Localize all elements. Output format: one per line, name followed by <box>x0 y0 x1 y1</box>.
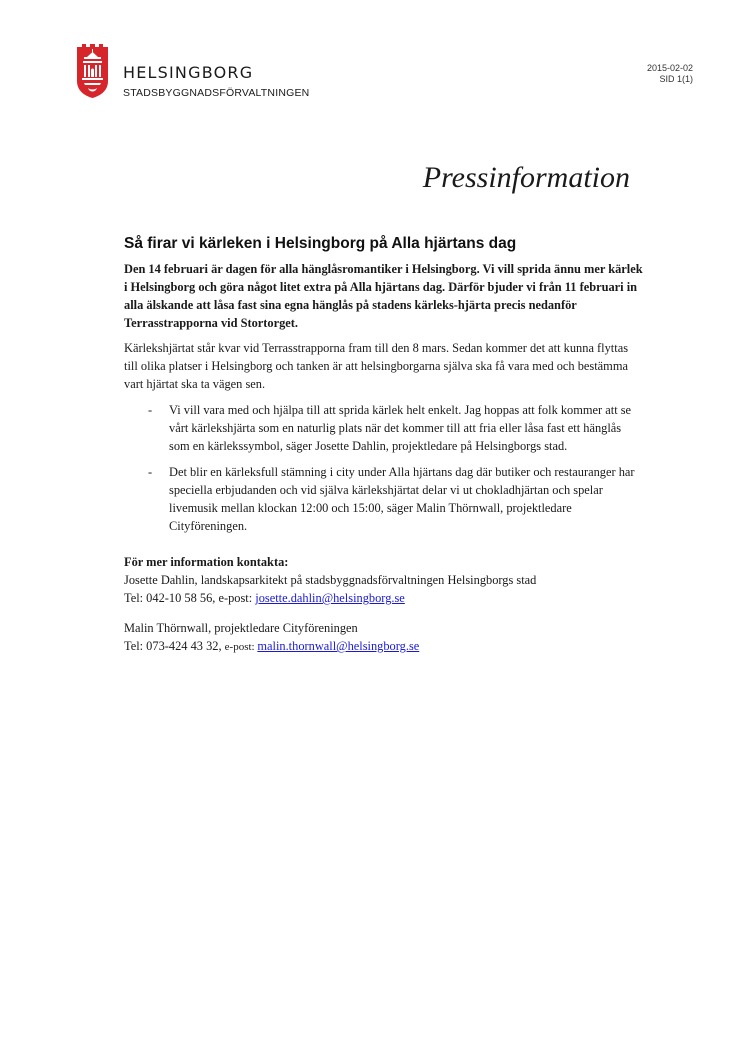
document-date: 2015-02-02 <box>646 63 693 73</box>
bullet-dash: - <box>148 465 153 479</box>
contact-name-title: Malin Thörnwall, projektledare Cityföreningen <box>124 621 358 635</box>
page-indicator: SID 1(1) <box>659 74 693 84</box>
document-meta <box>647 63 693 85</box>
contact-heading: För mer information kontakta: <box>124 555 289 569</box>
email-link-malin[interactable]: malin.thornwall@helsingborg.se <box>257 639 420 653</box>
contact-phone: Tel: 042-10 58 56, e-post: <box>124 591 256 605</box>
department-name: STADSBYGGNADSFÖRVALTNINGEN <box>123 87 310 99</box>
contact-name-title: Josette Dahlin, landskapsarkitekt på stadsbyggnadsförvaltningen Helsingborgs stad <box>124 573 537 587</box>
email-label: e-post: <box>224 641 258 653</box>
quote-text: Det blir en kärleksfull stämning i city under Alla hjärtans dag där butiker och restauranger har speciella erbjudanden och vid själva kärlekshjärtat delar vi ut chokladhjärtan och spelar livemusik mellan klockan 12:00 och 15:00, säger Malin Thörnwall, projektledare Cityföreningen. <box>169 465 635 533</box>
quote-item <box>124 463 644 535</box>
article-lead: Den 14 februari är dagen för alla hänglåsromantiker i Helsingborg. Vi vill sprida ännu mer kärlek i Helsingborg och göra något litet extra på Alla hjärtans dag. Därför bjuder vi från 11 februari in alla älskande att låsa fast sina egna hänglås på stadens kärleks-hjärta precis nedanför Terrasstrapporna vid Stortorget. <box>124 262 643 330</box>
contact-phone: Tel: 073-424 43 32, <box>124 639 225 653</box>
organization-name: HELSINGBORG <box>123 63 254 82</box>
quote-text: Vi vill vara med och hjälpa till att sprida kärlek helt enkelt. Jag hoppas att folk kommer att se vårt kärlekshjärta som en naturlig plats när det kommer till att fria eller låsa fast ett hänglås som en kärlekssymbol, säger Josette Dahlin, projektledare på Helsingborgs stad. <box>169 403 632 453</box>
quote-item <box>124 401 644 455</box>
contact-block-malin <box>124 619 644 656</box>
email-link-josette[interactable]: josette.dahlin@helsingborg.se <box>255 591 405 605</box>
bullet-dash: - <box>148 403 153 417</box>
contact-phone-line <box>124 589 644 607</box>
contact-phone-line <box>124 637 644 656</box>
article-paragraph: Kärlekshjärtat står kvar vid Terrasstrapporna fram till den 8 mars. Sedan kommer det att kunna flyttas till olika platser i Helsingborg och tanken är att helsingborgarna själva ska få vara med och bestämma vart hjärtat ska ta vägen sen. <box>124 341 629 391</box>
document-type-title: Pressinformation <box>422 161 630 194</box>
contact-block-josette <box>124 553 644 607</box>
article-headline: Så firar vi kärleken i Helsingborg på Alla hjärtans dag <box>124 235 517 252</box>
helsingborg-logo-icon <box>76 43 109 99</box>
quote-list <box>124 401 644 535</box>
press-release-body <box>124 234 644 668</box>
contact-section <box>124 553 644 656</box>
